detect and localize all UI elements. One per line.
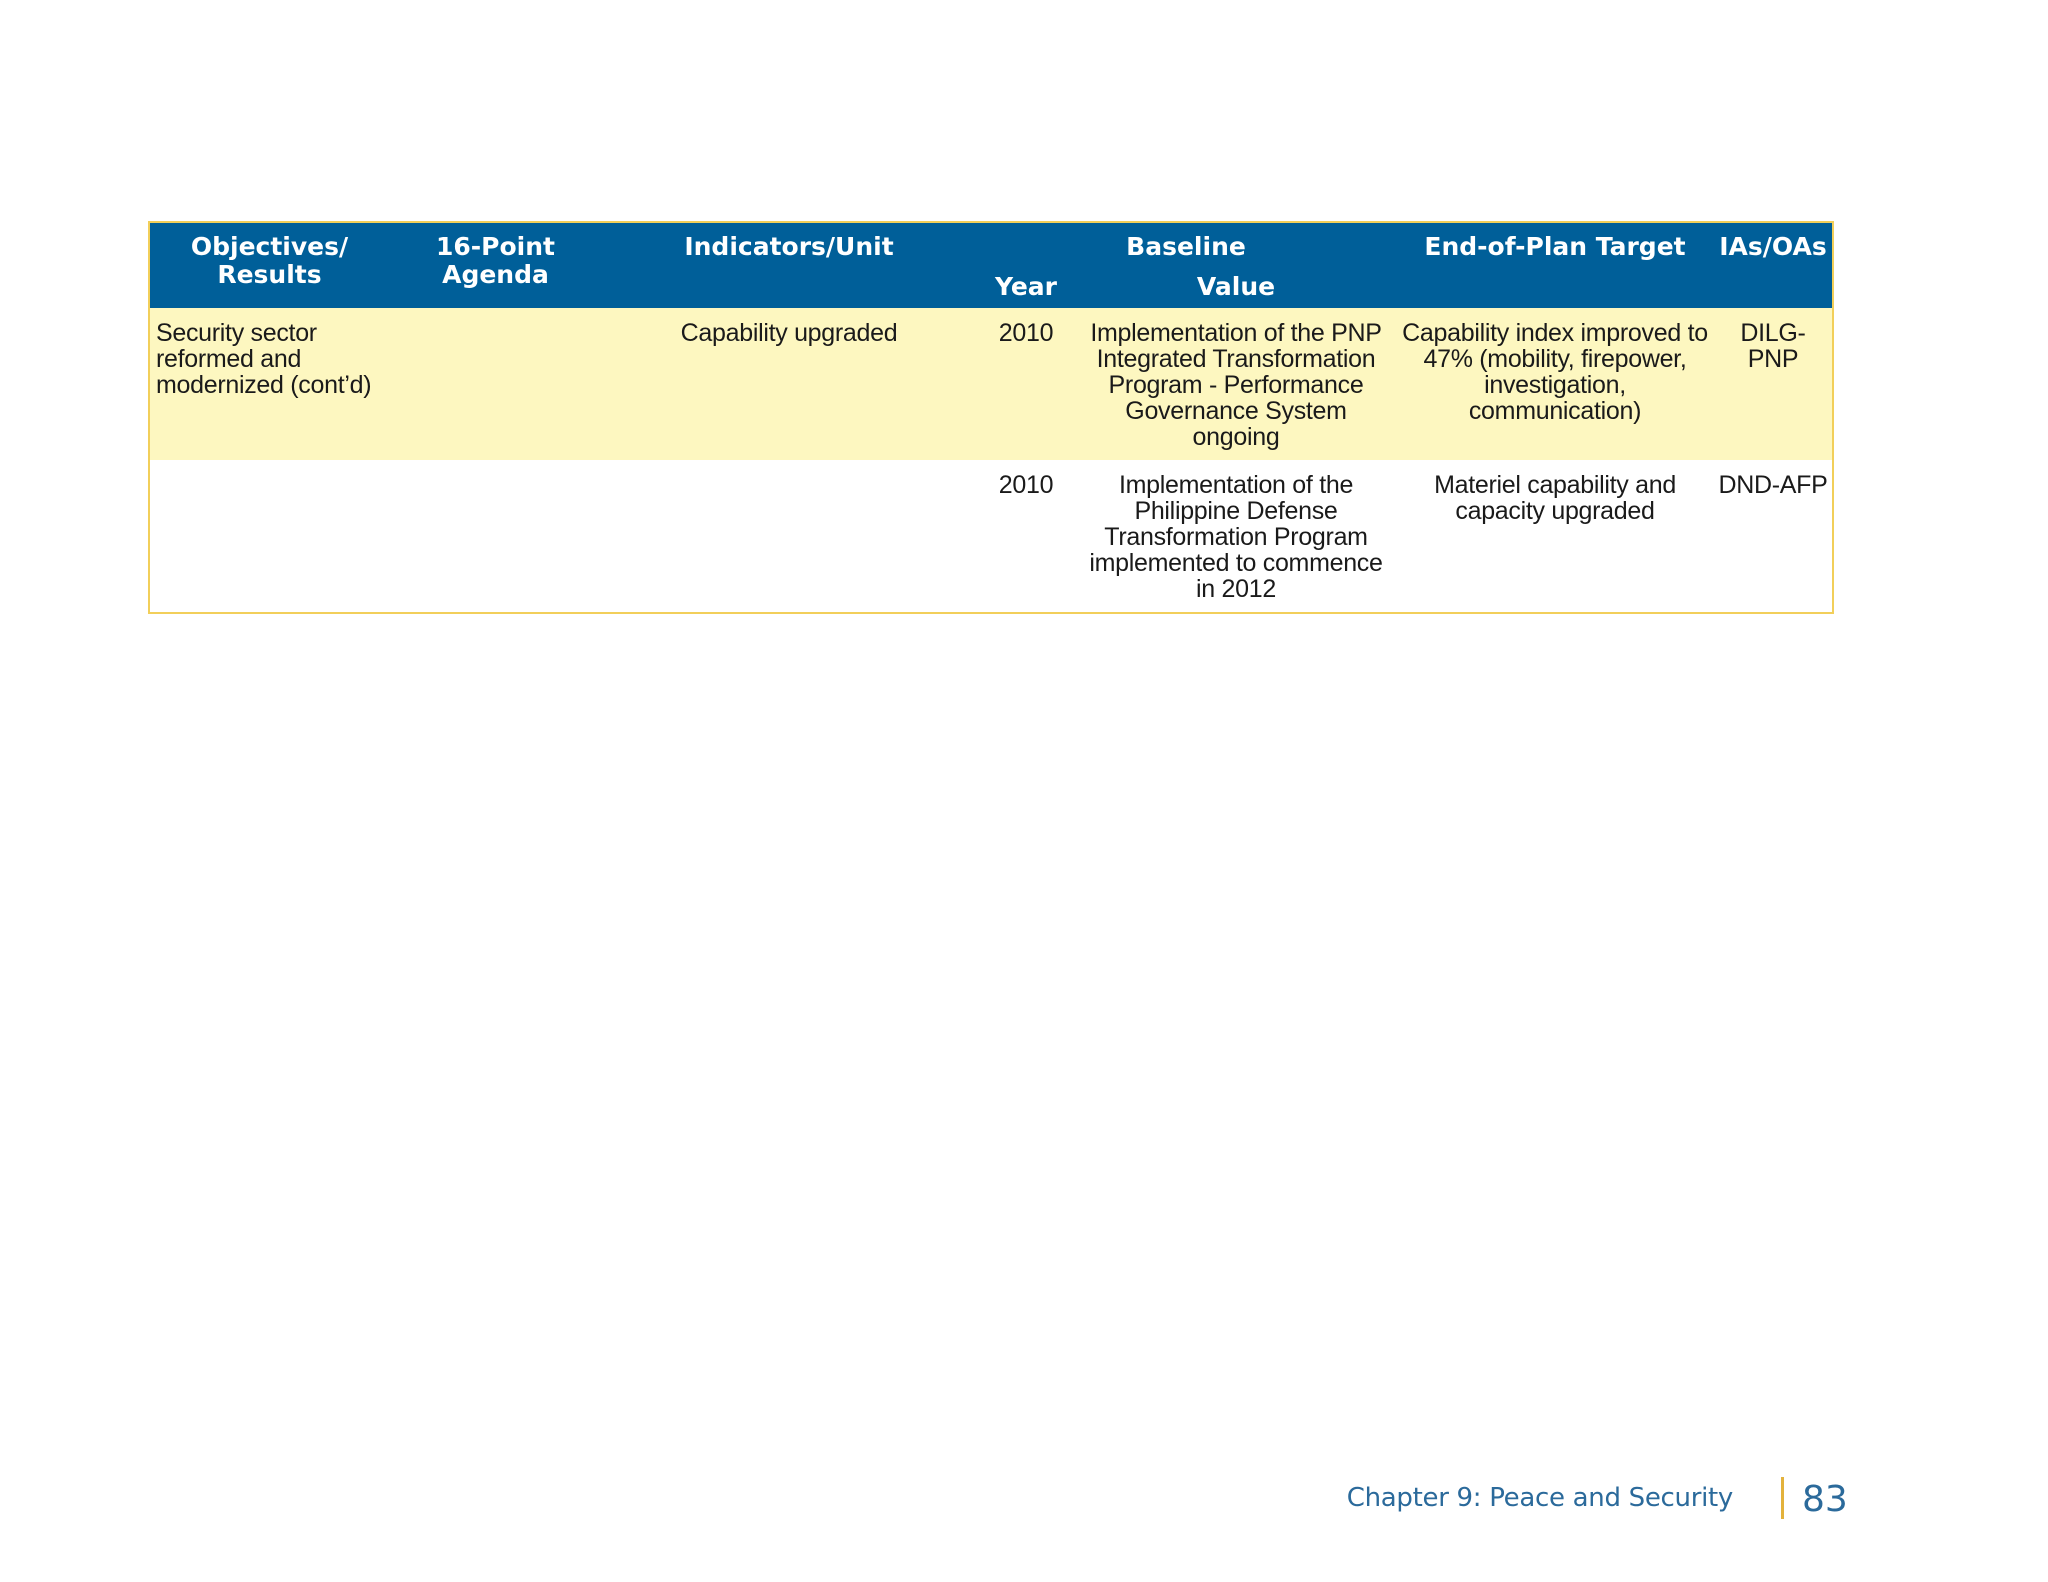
header-baseline: Baseline (976, 223, 1396, 269)
cell-ias: DILG-PNP (1714, 308, 1832, 460)
cell-value: Implementation of the PNP Integrated Transformation Program - Performance Governance System ongoing (1076, 308, 1396, 460)
cell-year: 2010 (976, 308, 1076, 460)
cell-ias: DND-AFP (1714, 460, 1832, 612)
header-value: Value (1076, 269, 1396, 308)
cell-agenda (389, 308, 602, 460)
header-indicators: Indicators/Unit (602, 223, 976, 308)
table-row (150, 460, 1832, 612)
cell-objectives (150, 460, 389, 612)
cell-target: Materiel capability and capacity upgraded (1396, 460, 1714, 612)
chapter-title: Chapter 9: Peace and Security (1346, 1483, 1733, 1513)
results-matrix-table (148, 221, 1834, 614)
header-agenda: 16-Point Agenda (389, 223, 602, 308)
cell-agenda (389, 460, 602, 612)
cell-value: Implementation of the Philippine Defense Transformation Program implemented to commence in 2012 (1076, 460, 1396, 612)
cell-year: 2010 (976, 460, 1076, 612)
table-row (150, 308, 1832, 460)
cell-target: Capability index improved to 47% (mobility, firepower, investigation, communication) (1396, 308, 1714, 460)
footer-divider (1781, 1477, 1784, 1519)
cell-indicators: Capability upgraded (602, 308, 976, 460)
header-year: Year (976, 269, 1076, 308)
header-ias: IAs/OAs (1714, 223, 1832, 308)
page-footer (0, 1477, 2048, 1527)
cell-indicators (602, 460, 976, 612)
header-target: End-of-Plan Target (1396, 223, 1714, 308)
cell-objectives: Security sector reformed and modernized (cont’d) (150, 308, 389, 460)
header-objectives: Objectives/ Results (150, 223, 389, 308)
page-number: 83 (1802, 1479, 1848, 1520)
